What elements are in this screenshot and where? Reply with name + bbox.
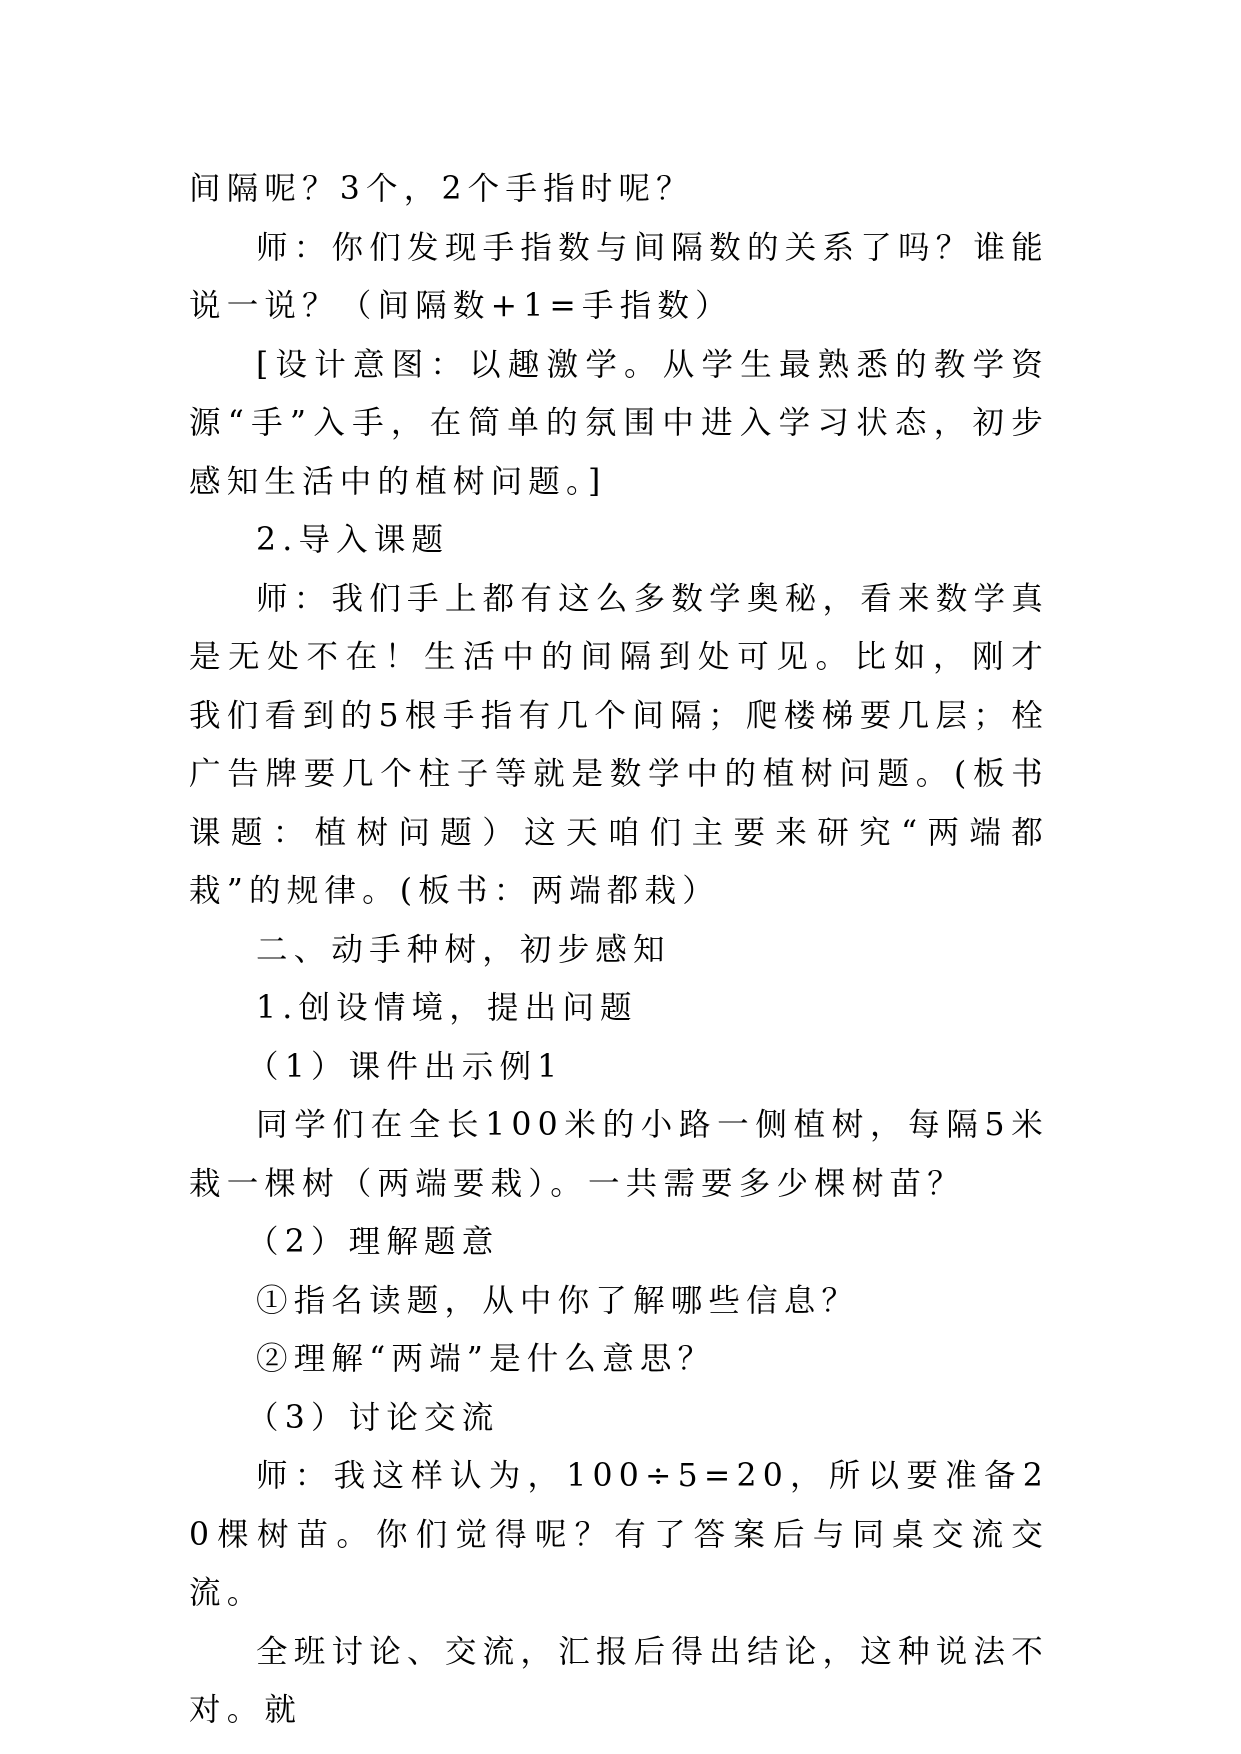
paragraph-11: ①指名读题，从中你了解哪些信息？ — [256, 1282, 860, 1319]
paragraph-13: （3）讨论交流 — [247, 1399, 500, 1436]
paragraph-5: 师：我们手上都有这么多数学奥秘，看来数学真是无处不在！生活中的间隔到处可见。比如，刚才我们看到的5根手指有几个间隔；爬楼梯要几层；栓广告牌要几个柱子等就是数学中的植树问题。(板书课题：植树问题）这天咱们主要来研究“两端都栽”的规律。(板书：两端都栽） — [189, 580, 1049, 909]
paragraph-9: 同学们在全长100米的小路一侧植树，每隔5米栽一棵树（两端要栽）。一共需要多少棵树苗？ — [189, 1107, 1049, 1202]
paragraph-12: ②理解“两端”是什么意思？ — [256, 1341, 716, 1377]
paragraph-1: 间隔呢？3个，2个手指时呢？ — [189, 171, 694, 207]
paragraph-2: 师：你们发现手指数与间隔数的关系了吗？谁能说一说？（间隔数+1=手指数） — [189, 229, 1049, 324]
paragraph-10: （2）理解题意 — [247, 1224, 500, 1260]
paragraph-3: [设计意图：以趣激学。从学生最熟悉的教学资源“手”入手，在简单的氛围中进入学习状态，初步感知生活中的植树问题。] — [189, 346, 1049, 500]
paragraph-14: 师：我这样认为，100÷5=20，所以要准备20棵树苗。你们觉得呢？有了答案后与同桌交流交流。 — [189, 1458, 1049, 1611]
paragraph-4: 2.导入课题 — [256, 522, 450, 558]
document-page — [189, 160, 1049, 1740]
paragraph-8: （1）课件出示例1 — [247, 1048, 564, 1085]
paragraph-7: 1.创设情境，提出问题 — [256, 990, 638, 1026]
paragraph-6: 二、动手种树，初步感知 — [256, 931, 671, 968]
paragraph-15: 全班讨论、交流，汇报后得出结论，这种说法不对。就 — [189, 1633, 1049, 1728]
